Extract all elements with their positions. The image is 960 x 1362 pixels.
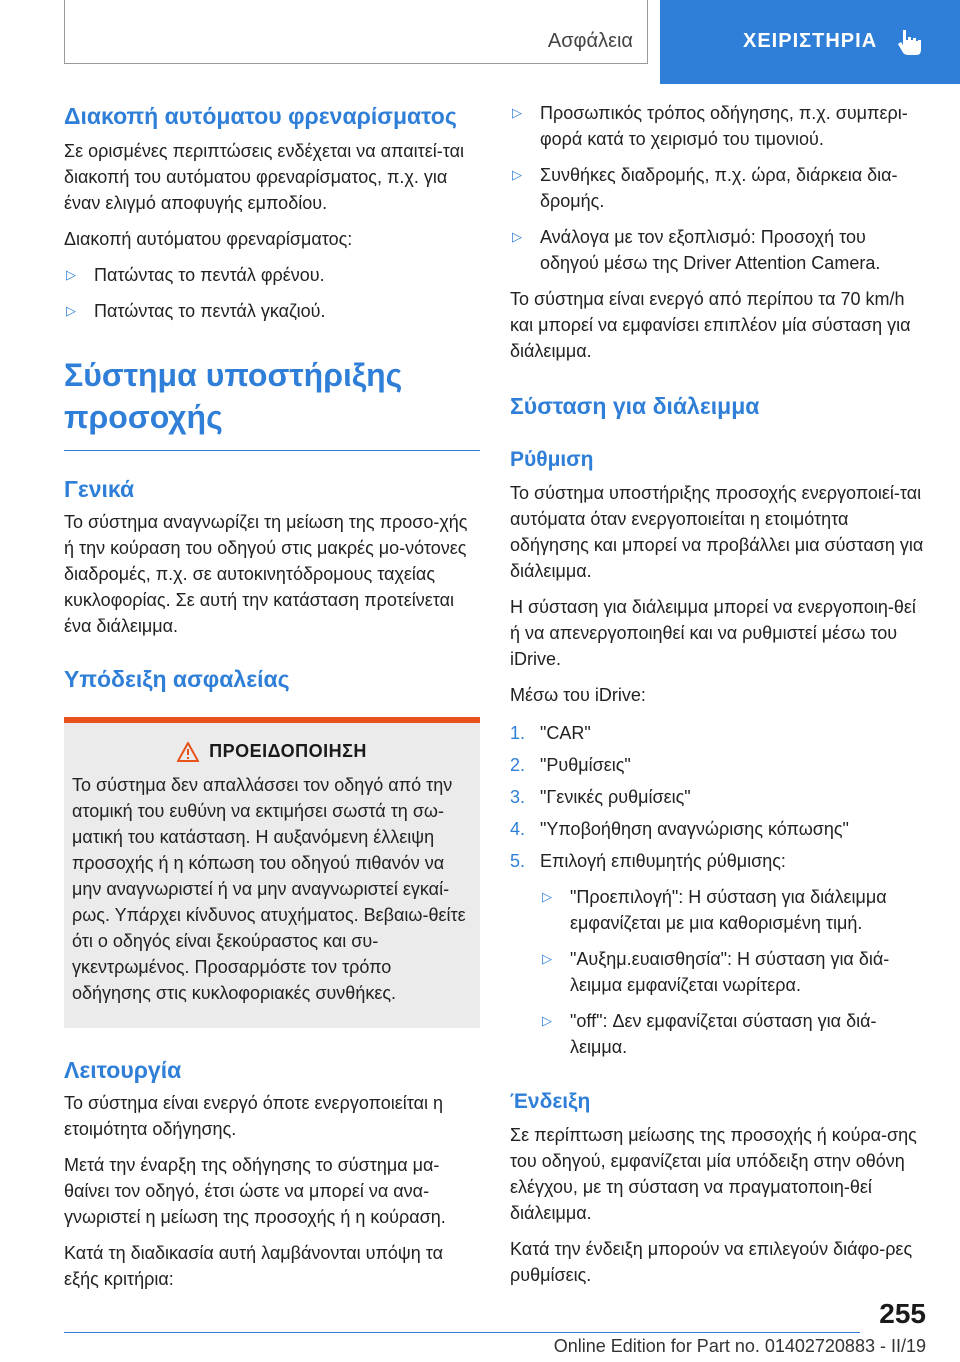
sub-option-item (510, 946, 926, 998)
list-item (510, 162, 926, 214)
step-item (510, 784, 926, 810)
warning-title: ΠΡΟΕΙΔΟΠΟΙΗΣΗ (209, 741, 367, 761)
step-item (510, 720, 926, 746)
list-item-text: Συνθήκες διαδρομής, π.χ. ώρα, διάρκεια δια-δρομής. (540, 165, 898, 211)
bullet-triangle-icon: ▷ (542, 951, 552, 966)
sub-option-text: "Προεπιλογή": Η σύσταση για διάλειμμα εμφανίζεται με μια καθορισμένη τιμή. (570, 887, 887, 933)
step-text: "Υποβοήθηση αναγνώρισης κόπωσης" (540, 819, 849, 839)
paragraph: Το σύστημα υποστήριξης προσοχής ενεργοποιεί-ται αυτόματα όταν ενεργοποιείται η ετοιμότητα οδήγησης και μπορεί να προβάλλει μια σύσταση για διάλειμμα. (510, 483, 924, 581)
bullet-triangle-icon: ▷ (542, 1013, 552, 1028)
bullet-triangle-icon: ▷ (512, 229, 522, 244)
list-item-text: Ανάλογα με τον εξοπλισμό: Προσοχή του οδηγού μέσω της Driver Attention Camera. (540, 227, 881, 273)
list-item (64, 298, 480, 324)
list-item (510, 224, 926, 276)
paragraph: Διακοπή αυτόματου φρεναρίσματος: (64, 229, 353, 249)
paragraph: Το σύστημα είναι ενεργό όποτε ενεργοποιείται η ετοιμότητα οδήγησης. (64, 1093, 444, 1139)
paragraph: Η σύσταση για διάλειμμα μπορεί να ενεργοποιη-θεί ή να απενεργοποιηθεί και να ρυθμιστεί μέσω του iDrive. (510, 597, 916, 669)
page-number: 255 (879, 1298, 926, 1329)
bullet-triangle-icon: ▷ (512, 167, 522, 182)
heading-rule (64, 450, 480, 451)
list-item-text: Πατώντας το πεντάλ φρένου. (94, 265, 325, 285)
heading-indication: Ένδειξη (510, 1090, 591, 1113)
step-text: "Γενικές ρυθμίσεις" (540, 787, 691, 807)
step-number: 5. (510, 851, 526, 871)
paragraph: Κατά την ένδειξη μπορούν να επιλεγούν διάφο-ρες ρυθμίσεις. (510, 1239, 913, 1285)
step-number: 1. (510, 723, 526, 743)
chapter-label: ΧΕΙΡΙΣΤΗΡΙΑ (743, 30, 878, 52)
right-column (510, 100, 926, 1288)
heading-attention-assist: Σύστημα υποστήριξης προσοχής (64, 357, 403, 435)
bullet-triangle-icon: ▷ (66, 303, 76, 318)
step-item (510, 848, 926, 874)
list-item (510, 100, 926, 152)
page-header (0, 0, 960, 66)
left-column (64, 100, 480, 1292)
paragraph: Σε ορισμένες περιπτώσεις ενδέχεται να απαιτεί-ται διακοπή του αυτόματου φρεναρίσματος, π.χ. για έναν ελιγμό αποφυγής εμποδίου. (64, 141, 464, 213)
step-text: Επιλογή επιθυμητής ρύθμισης: (540, 851, 786, 871)
sub-option-item (510, 1008, 926, 1060)
paragraph: Το σύστημα αναγνωρίζει τη μείωση της προσο-χής ή την κούραση του οδηγού στις μακρές μο-νότονες διαδρομές, π.χ. σε αυτοκινητόδρομους ταχείας κυκλοφορίας. Σε αυτή την κατάσταση προτείνεται ένα διάλειμμα. (64, 512, 468, 636)
paragraph: Κατά τη διαδικασία αυτή λαμβάνονται υπόψη τα εξής κριτήρια: (64, 1243, 444, 1289)
heading-general: Γενικά (64, 476, 135, 502)
step-item (510, 752, 926, 778)
footer-rule (64, 1332, 860, 1333)
step-item (510, 816, 926, 842)
warning-header (72, 741, 472, 762)
heading-break-recommendation: Σύσταση για διάλειμμα (510, 393, 760, 419)
step-text: "CAR" (540, 723, 591, 743)
warning-triangle-icon (177, 742, 199, 762)
list-item-text: Προσωπικός τρόπος οδήγησης, π.χ. συμπερι-φορά κατά το χειρισμό του τιμονιού. (540, 103, 908, 149)
heading-setting: Ρύθμιση (510, 448, 594, 471)
step-text: "Ρυθμίσεις" (540, 755, 631, 775)
heading-safety-note: Υπόδειξη ασφαλείας (64, 666, 290, 692)
bullet-triangle-icon: ▷ (542, 889, 552, 904)
list-item (64, 262, 480, 288)
warning-text: Το σύστημα δεν απαλλάσσει τον οδηγό από την ατομική του ευθύνη να εκτιμήσει σωστά τη σω-ματική του κατάσταση. Η αυξανόμενη έλλειψη προσοχής ή η κόπωση του οδηγού πιθανόν να μην αναγνωριστεί ή να μην αναγνωριστεί εγκαί-ρως. Υπάρχει κίνδυνος ατυχήματος. Βεβαιω-θείτε ότι ο οδηγός είναι ξεκούραστος και συ-γκεντρωμένος. Προσαρμόστε τον τρόπο οδήγησης στις κυκλοφοριακές συνθήκες. (72, 775, 466, 1003)
heading-interrupt-braking: Διακοπή αυτόματου φρεναρίσματος (64, 103, 457, 129)
chapter-tab (660, 0, 960, 84)
step-number: 2. (510, 755, 526, 775)
edition-note: Online Edition for Part no. 01402720883 - II/19 (553, 1336, 926, 1356)
list-item-text: Πατώντας το πεντάλ γκαζιού. (94, 301, 326, 321)
paragraph: Μέσω του iDrive: (510, 685, 646, 705)
paragraph: Μετά την έναρξη της οδήγησης το σύστημα μα-θαίνει τον οδηγό, έτσι ώστε να μπορεί να ανα-γνωριστεί η μείωση της προσοχής ή η κούραση. (64, 1155, 446, 1227)
heading-function: Λειτουργία (64, 1057, 182, 1083)
sub-option-text: "Αυξημ.ευαισθησία": Η σύσταση για διά-λειμμα εμφανίζεται νωρίτερα. (570, 949, 890, 995)
bullet-triangle-icon: ▷ (512, 105, 522, 120)
sub-option-text: "off": Δεν εμφανίζεται σύσταση για διά-λειμμα. (570, 1011, 877, 1057)
hand-pointer-icon (894, 26, 924, 56)
paragraph: Το σύστημα είναι ενεργό από περίπου τα 70 km/h και μπορεί να εμφανίσει επιπλέον μία σύσταση για διάλειμμα. (510, 289, 911, 361)
bullet-triangle-icon: ▷ (66, 267, 76, 282)
warning-box (64, 717, 480, 1028)
paragraph: Σε περίπτωση μείωσης της προσοχής ή κούρα-σης του οδηγού, εμφανίζεται μία υπόδειξη στην οθόνη ελέγχου, με τη σύσταση να πραγματοποιη-θεί διάλειμμα. (510, 1125, 917, 1223)
sub-option-item (510, 884, 926, 936)
step-number: 4. (510, 819, 526, 839)
section-label: Ασφάλεια (547, 30, 633, 52)
step-number: 3. (510, 787, 526, 807)
section-tab (64, 0, 648, 64)
